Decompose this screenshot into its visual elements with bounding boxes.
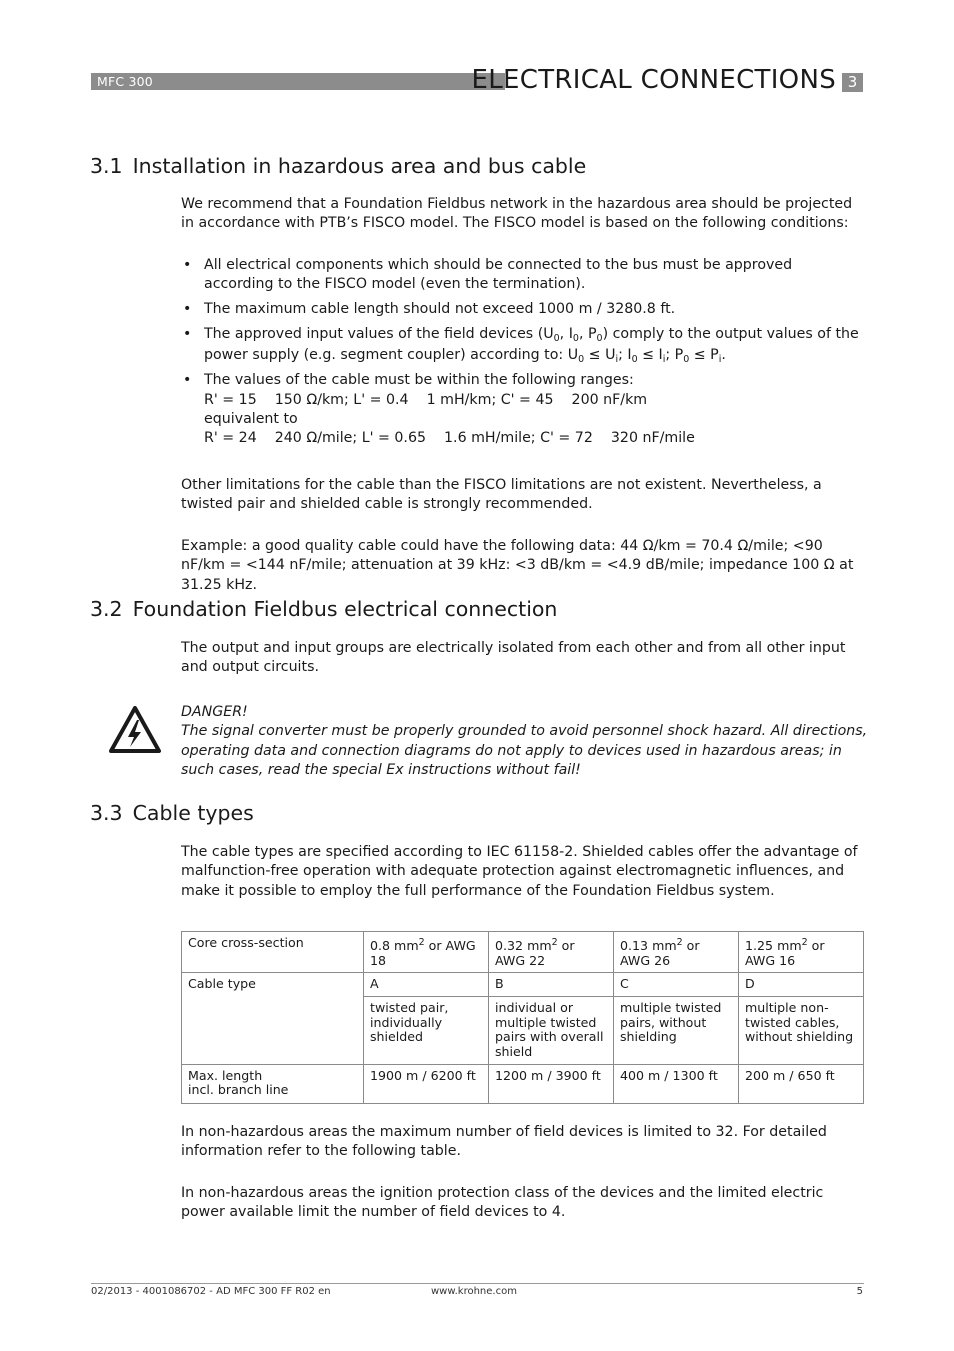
footer-website[interactable]: www.krohne.com bbox=[431, 1286, 517, 1297]
list-item: • The approved input values of the field devices ($U_0$, $I_0$, $P_0$) comply to the output values of the power supply (e.g. segment coupler) according to: $U_0 \le U_i$; $I_0 \le I_i$; $P_0 \le P_i$. bbox=[183, 326, 859, 366]
header-model: MFC 300 bbox=[97, 74, 153, 89]
list-item: • All electrical components which should be connected to the bus must be approved according to the FISCO model (even the termination). bbox=[183, 257, 793, 293]
list-item: • The values of the cable must be within the following ranges: R' = 15 150 Ω/km; L' = 0.4 1 mH/km; C' = 45 200 nF/km equivalent to R' = 24 240 Ω/mile; L' = 0.65 1.6 mH/mile; C' = 72 320 nF/mile bbox=[183, 372, 695, 447]
footer-page-number: 5 bbox=[856, 1286, 863, 1297]
header-title: ELECTRICAL CONNECTIONS bbox=[471, 65, 836, 95]
table-cell: 0.13 $mm^2$ or AWG 26 bbox=[614, 932, 739, 973]
footer-doc-id: 02/2013 - 4001086702 - AD MFC 300 FF R02 en bbox=[91, 1286, 331, 1297]
section-number: 3.3 bbox=[90, 801, 123, 825]
table-row bbox=[182, 1064, 864, 1103]
section-3-3-heading bbox=[90, 800, 254, 826]
chapter-number: 3 bbox=[842, 73, 863, 92]
footer-divider bbox=[91, 1283, 864, 1284]
table-cell: multiple non-twisted cables, without shielding bbox=[739, 997, 864, 1064]
table-row bbox=[182, 973, 864, 997]
section-3-2-heading bbox=[90, 596, 557, 622]
table-cell: B bbox=[489, 973, 614, 997]
table-cell: C bbox=[614, 973, 739, 997]
high-voltage-warning-icon bbox=[109, 706, 161, 754]
s31-intro: We recommend that a Foundation Fieldbus network in the hazardous area should be projected in accordance with PTB’s FISCO model. The FISCO model is based on the following conditions: bbox=[181, 196, 853, 232]
table-cell: individual or multiple twisted pairs with overall shield bbox=[489, 997, 614, 1064]
table-cell: D bbox=[739, 973, 864, 997]
danger-text: The signal converter must be properly grounded to avoid personnel shock hazard. All directions, operating data and connection diagrams do not apply to devices used in hazardous areas; in such cases, read the special Ex instructions without fail! bbox=[181, 723, 868, 779]
table-cell: A bbox=[364, 973, 489, 997]
section-title: Cable types bbox=[132, 801, 254, 825]
s32-intro: The output and input groups are electrically isolated from each other and from all other input and output circuits. bbox=[181, 640, 846, 676]
section-title: Installation in hazardous area and bus cable bbox=[132, 154, 587, 178]
table-cell: 400 m / 1300 ft bbox=[614, 1064, 739, 1103]
table-cell: Core cross-section bbox=[182, 932, 364, 973]
table-cell: 0.8 $mm^2$ or AWG 18 bbox=[364, 932, 489, 973]
danger-title: DANGER! bbox=[181, 704, 248, 720]
table-cell: 1200 m / 3900 ft bbox=[489, 1064, 614, 1103]
s33-nonhazard-4: In non-hazardous areas the ignition protection class of the devices and the limited electric power available limit the number of field devices to 4. bbox=[181, 1185, 824, 1221]
table-cell: 200 m / 650 ft bbox=[739, 1064, 864, 1103]
section-number: 3.2 bbox=[90, 597, 123, 621]
table-cell: 1.25 $mm^2$ or AWG 16 bbox=[739, 932, 864, 973]
table-cell: 1900 m / 6200 ft bbox=[364, 1064, 489, 1103]
fisco-conditions-list bbox=[181, 256, 865, 454]
section-title: Foundation Fieldbus electrical connection bbox=[132, 597, 558, 621]
table-row bbox=[182, 932, 864, 973]
table-cell: 0.32 $mm^2$ or AWG 22 bbox=[489, 932, 614, 973]
table-cell: twisted pair, individually shielded bbox=[364, 997, 489, 1064]
s31-limitations: Other limitations for the cable than the FISCO limitations are not existent. Nevertheless, a twisted pair and shielded cable is strongly recommended. bbox=[181, 477, 822, 513]
table-cell: multiple twisted pairs, without shielding bbox=[614, 997, 739, 1064]
s31-example: Example: a good quality cable could have the following data: 44 Ω/km = 70.4 Ω/mile; <90 nF/km = <144 nF/mile; attenuation at 39 kHz: <3 dB/km = <4.9 dB/mile; impedance 100 Ω at 31.25 kHz. bbox=[181, 538, 854, 593]
section-3-1-heading bbox=[90, 153, 586, 179]
table-cell: Max. length incl. branch line bbox=[182, 1064, 364, 1103]
s33-nonhazard-32: In non-hazardous areas the maximum number of field devices is limited to 32. For detailed information refer to the following table. bbox=[181, 1124, 827, 1160]
table-cell: Cable type bbox=[182, 973, 364, 1064]
section-number: 3.1 bbox=[90, 154, 123, 178]
header-bar bbox=[91, 73, 505, 90]
s33-intro: The cable types are specified according to IEC 61158-2. Shielded cables offer the advantage of malfunction-free operation with adequate protection against electromagnetic influences, and make it possible to employ the full performance of the Foundation Fieldbus system. bbox=[181, 844, 858, 899]
list-item: • The maximum cable length should not exceed 1000 m / 3280.8 ft. bbox=[183, 300, 676, 317]
danger-notice bbox=[181, 703, 871, 781]
cable-types-table bbox=[181, 931, 864, 1104]
